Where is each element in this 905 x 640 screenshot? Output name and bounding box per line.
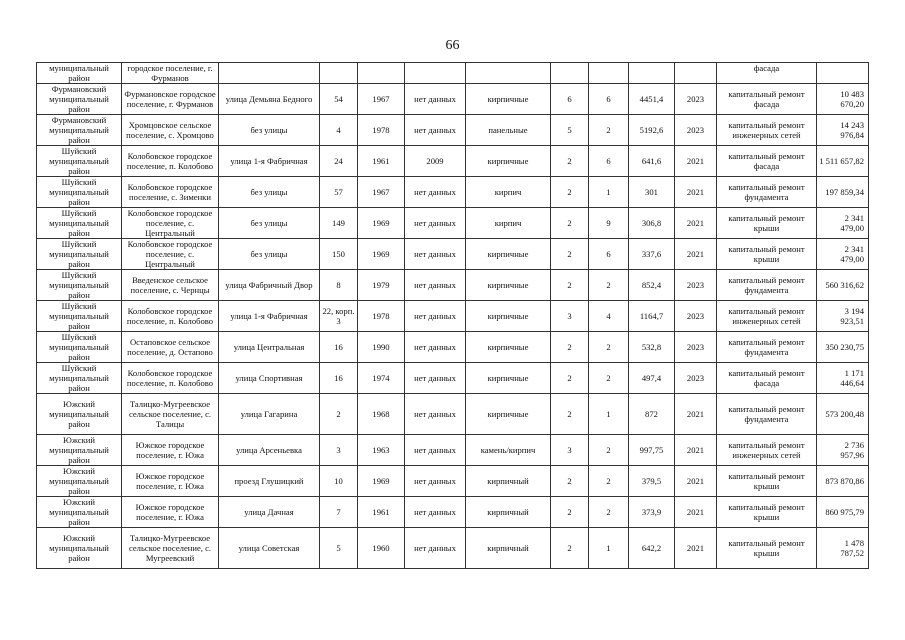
table-cell-col8: 6 xyxy=(551,84,589,115)
table-cell-col10: 852,4 xyxy=(629,270,675,301)
table-cell-col1: Шуйский муниципальный район xyxy=(37,239,122,270)
table-row xyxy=(37,435,869,466)
table-cell-col1: Шуйский муниципальный район xyxy=(37,146,122,177)
table-cell-col4: 54 xyxy=(320,84,358,115)
table-cell-col1: Южский муниципальный район xyxy=(37,394,122,435)
table-cell-col2: Колобовское городское поселение, п. Колобово xyxy=(122,301,219,332)
table-cell-col11: 2021 xyxy=(675,208,717,239)
table-row xyxy=(37,394,869,435)
table-cell-col11: 2023 xyxy=(675,84,717,115)
table-cell-col5: 1979 xyxy=(358,270,405,301)
table-cell-col11: 2021 xyxy=(675,177,717,208)
table-cell-col1: Шуйский муниципальный район xyxy=(37,332,122,363)
table-cell-col7: кирпичные xyxy=(466,301,551,332)
table-cell-col5: 1968 xyxy=(358,394,405,435)
table-cell-col4: 57 xyxy=(320,177,358,208)
table-cell-col7: кирпичные xyxy=(466,332,551,363)
table-cell-col5: 1961 xyxy=(358,146,405,177)
table-cell-col13: 2 341 479,00 xyxy=(817,239,869,270)
table-cell-col2: городское поселение, г. Фурманов xyxy=(122,63,219,84)
table-row xyxy=(37,208,869,239)
table-row xyxy=(37,239,869,270)
table-cell-col3: проезд Глушицкий xyxy=(219,466,320,497)
table-cell-col3: без улицы xyxy=(219,177,320,208)
table-cell-col10: 1164,7 xyxy=(629,301,675,332)
table-cell-col6: нет данных xyxy=(405,363,466,394)
housing-repair-table xyxy=(36,62,869,569)
table-cell-col10: 532,8 xyxy=(629,332,675,363)
table-cell-col5: 1969 xyxy=(358,239,405,270)
table-cell-col11: 2021 xyxy=(675,497,717,528)
table-cell-col5: 1969 xyxy=(358,466,405,497)
table-cell-col11: 2021 xyxy=(675,466,717,497)
table-row xyxy=(37,363,869,394)
table-cell-col5: 1967 xyxy=(358,84,405,115)
table-cell-col7: камень/кирпич xyxy=(466,435,551,466)
table-cell-col2: Колобовское городское поселение, п. Колобово xyxy=(122,146,219,177)
table-cell-col7: кирпичные xyxy=(466,270,551,301)
table-cell-col10: 872 xyxy=(629,394,675,435)
table-cell-col13: 860 975,79 xyxy=(817,497,869,528)
table-cell-col1: Южский муниципальный район xyxy=(37,435,122,466)
table-cell-col13: 2 341 479,00 xyxy=(817,208,869,239)
table-cell-col4: 10 xyxy=(320,466,358,497)
table-cell-col10: 301 xyxy=(629,177,675,208)
table-cell-col12: капитальный ремонт инженерных сетей xyxy=(717,115,817,146)
table-cell-col1: Шуйский муниципальный район xyxy=(37,177,122,208)
table-row xyxy=(37,84,869,115)
table-cell-col11: 2021 xyxy=(675,528,717,569)
table-cell-col3: улица Фабричный Двор xyxy=(219,270,320,301)
table-cell-col10: 497,4 xyxy=(629,363,675,394)
table-cell-col11 xyxy=(675,63,717,84)
table-cell-col12: капитальный ремонт крыши xyxy=(717,497,817,528)
table-cell-col7: кирпичные xyxy=(466,84,551,115)
table-cell-col9: 6 xyxy=(589,239,629,270)
table-cell-col8: 3 xyxy=(551,435,589,466)
table-cell-col11: 2021 xyxy=(675,394,717,435)
table-cell-col1: Шуйский муниципальный район xyxy=(37,270,122,301)
table-cell-col4: 3 xyxy=(320,435,358,466)
table-cell-col13: 560 316,62 xyxy=(817,270,869,301)
table-cell-col6 xyxy=(405,63,466,84)
table-cell-col6: нет данных xyxy=(405,466,466,497)
table-cell-col6: 2009 xyxy=(405,146,466,177)
table-cell-col4: 24 xyxy=(320,146,358,177)
table-cell-col13: 1 511 657,82 xyxy=(817,146,869,177)
table-cell-col6: нет данных xyxy=(405,435,466,466)
table-cell-col7: кирпичный xyxy=(466,497,551,528)
table-cell-col4: 16 xyxy=(320,363,358,394)
table-cell-col4: 22, корп. 3 xyxy=(320,301,358,332)
table-cell-col4 xyxy=(320,63,358,84)
table-cell-col1: Южский муниципальный район xyxy=(37,497,122,528)
table-cell-col3: улица Советская xyxy=(219,528,320,569)
table-cell-col13: 573 200,48 xyxy=(817,394,869,435)
table-cell-col6: нет данных xyxy=(405,301,466,332)
table-cell-col2: Введенское сельское поселение, с. Чернцы xyxy=(122,270,219,301)
table-cell-col10: 5192,6 xyxy=(629,115,675,146)
table-cell-col8: 2 xyxy=(551,394,589,435)
table-cell-col9: 2 xyxy=(589,497,629,528)
table-cell-col10: 373,9 xyxy=(629,497,675,528)
table-cell-col9: 6 xyxy=(589,146,629,177)
table-row xyxy=(37,146,869,177)
table-cell-col5: 1960 xyxy=(358,528,405,569)
table-cell-col9: 2 xyxy=(589,435,629,466)
table-row xyxy=(37,177,869,208)
table-cell-col12: капитальный ремонт фундамента xyxy=(717,332,817,363)
table-cell-col2: Талицко-Мугреевское сельское поселение, с. Талицы xyxy=(122,394,219,435)
table-cell-col13: 14 243 976,84 xyxy=(817,115,869,146)
table-cell-col2: Колобовское городское поселение, с. Центральный xyxy=(122,208,219,239)
table-cell-col6: нет данных xyxy=(405,332,466,363)
table-cell-col6: нет данных xyxy=(405,208,466,239)
table-cell-col5: 1974 xyxy=(358,363,405,394)
table-cell-col12: капитальный ремонт фасада xyxy=(717,363,817,394)
table-cell-col9 xyxy=(589,63,629,84)
table-cell-col3: улица Дачная xyxy=(219,497,320,528)
table-cell-col6: нет данных xyxy=(405,270,466,301)
table-cell-col5: 1969 xyxy=(358,208,405,239)
table-cell-col3: улица Арсеньевка xyxy=(219,435,320,466)
table-row xyxy=(37,270,869,301)
table-cell-col9: 9 xyxy=(589,208,629,239)
table-cell-col8: 2 xyxy=(551,497,589,528)
table-cell-col8: 2 xyxy=(551,177,589,208)
table-cell-col4: 5 xyxy=(320,528,358,569)
table-cell-col11: 2023 xyxy=(675,115,717,146)
table-cell-col4: 149 xyxy=(320,208,358,239)
table-cell-col13: 350 230,75 xyxy=(817,332,869,363)
table-cell-col6: нет данных xyxy=(405,239,466,270)
table-cell-col2: Южское городское поселение, г. Южа xyxy=(122,497,219,528)
table-cell-col6: нет данных xyxy=(405,497,466,528)
table-cell-col13: 197 859,34 xyxy=(817,177,869,208)
table-cell-col13: 10 483 670,20 xyxy=(817,84,869,115)
table-cell-col2: Колобовское городское поселение, п. Колобово xyxy=(122,363,219,394)
table-cell-col12: фасада xyxy=(717,63,817,84)
table-row xyxy=(37,528,869,569)
table-cell-col12: капитальный ремонт фундамента xyxy=(717,394,817,435)
page-number: 66 xyxy=(445,38,460,53)
table-cell-col11: 2023 xyxy=(675,301,717,332)
table-cell-col13 xyxy=(817,63,869,84)
table-cell-col7: кирпичный xyxy=(466,466,551,497)
table-cell-col8: 2 xyxy=(551,363,589,394)
table-cell-col12: капитальный ремонт инженерных сетей xyxy=(717,435,817,466)
table-cell-col5: 1978 xyxy=(358,115,405,146)
table-cell-col3 xyxy=(219,63,320,84)
table-cell-col12: капитальный ремонт крыши xyxy=(717,208,817,239)
table-cell-col11: 2023 xyxy=(675,332,717,363)
table-cell-col1: Шуйский муниципальный район xyxy=(37,208,122,239)
table-cell-col7: кирпичные xyxy=(466,363,551,394)
table-cell-col11: 2023 xyxy=(675,270,717,301)
table-cell-col4: 16 xyxy=(320,332,358,363)
table-cell-col5: 1990 xyxy=(358,332,405,363)
table-cell-col13: 873 870,86 xyxy=(817,466,869,497)
table-cell-col7 xyxy=(466,63,551,84)
table-cell-col3: без улицы xyxy=(219,239,320,270)
table-cell-col9: 1 xyxy=(589,528,629,569)
table-cell-col9: 2 xyxy=(589,332,629,363)
table-cell-col4: 4 xyxy=(320,115,358,146)
table-cell-col4: 8 xyxy=(320,270,358,301)
table-cell-col11: 2021 xyxy=(675,435,717,466)
table-cell-col9: 2 xyxy=(589,115,629,146)
table-cell-col13: 1 171 446,64 xyxy=(817,363,869,394)
table-cell-col10: 337,6 xyxy=(629,239,675,270)
table-cell-col12: капитальный ремонт крыши xyxy=(717,466,817,497)
table-cell-col1: Шуйский муниципальный район xyxy=(37,363,122,394)
table-cell-col2: Южское городское поселение, г. Южа xyxy=(122,466,219,497)
table-cell-col10: 997,75 xyxy=(629,435,675,466)
table-cell-col7: кирпич xyxy=(466,177,551,208)
table-cell-col9: 1 xyxy=(589,177,629,208)
table-cell-col3: без улицы xyxy=(219,208,320,239)
table-cell-col13: 2 736 957,96 xyxy=(817,435,869,466)
table-cell-col5: 1961 xyxy=(358,497,405,528)
table-cell-col9: 2 xyxy=(589,363,629,394)
table-cell-col10: 642,2 xyxy=(629,528,675,569)
table-cell-col7: кирпичные xyxy=(466,394,551,435)
table-cell-col12: капитальный ремонт фундамента xyxy=(717,270,817,301)
table-cell-col7: кирпичные xyxy=(466,239,551,270)
table-cell-col1: Фурмановский муниципальный район xyxy=(37,115,122,146)
table-cell-col9: 4 xyxy=(589,301,629,332)
table-cell-col12: капитальный ремонт крыши xyxy=(717,528,817,569)
table-cell-col10 xyxy=(629,63,675,84)
table-cell-col3: улица Демьяна Бедного xyxy=(219,84,320,115)
table-cell-col6: нет данных xyxy=(405,177,466,208)
table-cell-col2: Колобовское городское поселение, с. Зименки xyxy=(122,177,219,208)
table-cell-col12: капитальный ремонт фундамента xyxy=(717,177,817,208)
table-cell-col5: 1967 xyxy=(358,177,405,208)
table-cell-col8: 3 xyxy=(551,301,589,332)
table-cell-col2: Колобовское городское поселение, с. Центральный xyxy=(122,239,219,270)
table-cell-col12: капитальный ремонт крыши xyxy=(717,239,817,270)
table-row xyxy=(37,115,869,146)
table-row xyxy=(37,63,869,84)
table-cell-col2: Хромцовское сельское поселение, с. Хромцово xyxy=(122,115,219,146)
table-cell-col9: 6 xyxy=(589,84,629,115)
table-cell-col9: 2 xyxy=(589,466,629,497)
table-cell-col3: улица 1-я Фабричная xyxy=(219,146,320,177)
table-cell-col10: 641,6 xyxy=(629,146,675,177)
table-cell-col7: кирпичный xyxy=(466,528,551,569)
table-cell-col2: Талицко-Мугреевское сельское поселение, с. Мугреевский xyxy=(122,528,219,569)
table-cell-col5: 1963 xyxy=(358,435,405,466)
table-row xyxy=(37,497,869,528)
table-cell-col10: 379,5 xyxy=(629,466,675,497)
table-row xyxy=(37,466,869,497)
table-cell-col13: 1 478 787,52 xyxy=(817,528,869,569)
table-cell-col5: 1978 xyxy=(358,301,405,332)
table-cell-col2: Южское городское поселение, г. Южа xyxy=(122,435,219,466)
table-cell-col12: капитальный ремонт фасада xyxy=(717,84,817,115)
table-cell-col11: 2021 xyxy=(675,239,717,270)
table-cell-col8: 2 xyxy=(551,332,589,363)
table-cell-col3: улица Спортивная xyxy=(219,363,320,394)
table-cell-col8: 2 xyxy=(551,466,589,497)
table-cell-col6: нет данных xyxy=(405,115,466,146)
table-cell-col8: 2 xyxy=(551,528,589,569)
table-cell-col3: улица Центральная xyxy=(219,332,320,363)
table-cell-col4: 7 xyxy=(320,497,358,528)
table-row xyxy=(37,332,869,363)
table-cell-col11: 2021 xyxy=(675,146,717,177)
table-cell-col1: Южский муниципальный район xyxy=(37,466,122,497)
table-cell-col1: муниципальный район xyxy=(37,63,122,84)
table-cell-col5 xyxy=(358,63,405,84)
table-cell-col2: Остаповское сельское поселение, д. Остапово xyxy=(122,332,219,363)
table-cell-col13: 3 194 923,51 xyxy=(817,301,869,332)
table-cell-col8: 2 xyxy=(551,146,589,177)
table-cell-col1: Шуйский муниципальный район xyxy=(37,301,122,332)
table-cell-col7: кирпичные xyxy=(466,146,551,177)
table-cell-col1: Южский муниципальный район xyxy=(37,528,122,569)
table-cell-col8: 2 xyxy=(551,239,589,270)
table-cell-col4: 150 xyxy=(320,239,358,270)
table-cell-col10: 306,8 xyxy=(629,208,675,239)
table-cell-col1: Фурмановский муниципальный район xyxy=(37,84,122,115)
table-cell-col6: нет данных xyxy=(405,84,466,115)
table-cell-col2: Фурмановское городское поселение, г. Фурманов xyxy=(122,84,219,115)
table-cell-col8: 5 xyxy=(551,115,589,146)
table-cell-col7: панельные xyxy=(466,115,551,146)
table-cell-col6: нет данных xyxy=(405,394,466,435)
table-row xyxy=(37,301,869,332)
table-cell-col11: 2023 xyxy=(675,363,717,394)
table-cell-col10: 4451,4 xyxy=(629,84,675,115)
table-cell-col8: 2 xyxy=(551,208,589,239)
table-cell-col4: 2 xyxy=(320,394,358,435)
table-cell-col3: без улицы xyxy=(219,115,320,146)
table-cell-col3: улица Гагарина xyxy=(219,394,320,435)
table-cell-col3: улица 1-я Фабричная xyxy=(219,301,320,332)
table-cell-col6: нет данных xyxy=(405,528,466,569)
table-cell-col8 xyxy=(551,63,589,84)
table-cell-col8: 2 xyxy=(551,270,589,301)
table-cell-col9: 1 xyxy=(589,394,629,435)
table-cell-col7: кирпич xyxy=(466,208,551,239)
table-cell-col12: капитальный ремонт инженерных сетей xyxy=(717,301,817,332)
table-cell-col12: капитальный ремонт фасада xyxy=(717,146,817,177)
table-cell-col9: 2 xyxy=(589,270,629,301)
